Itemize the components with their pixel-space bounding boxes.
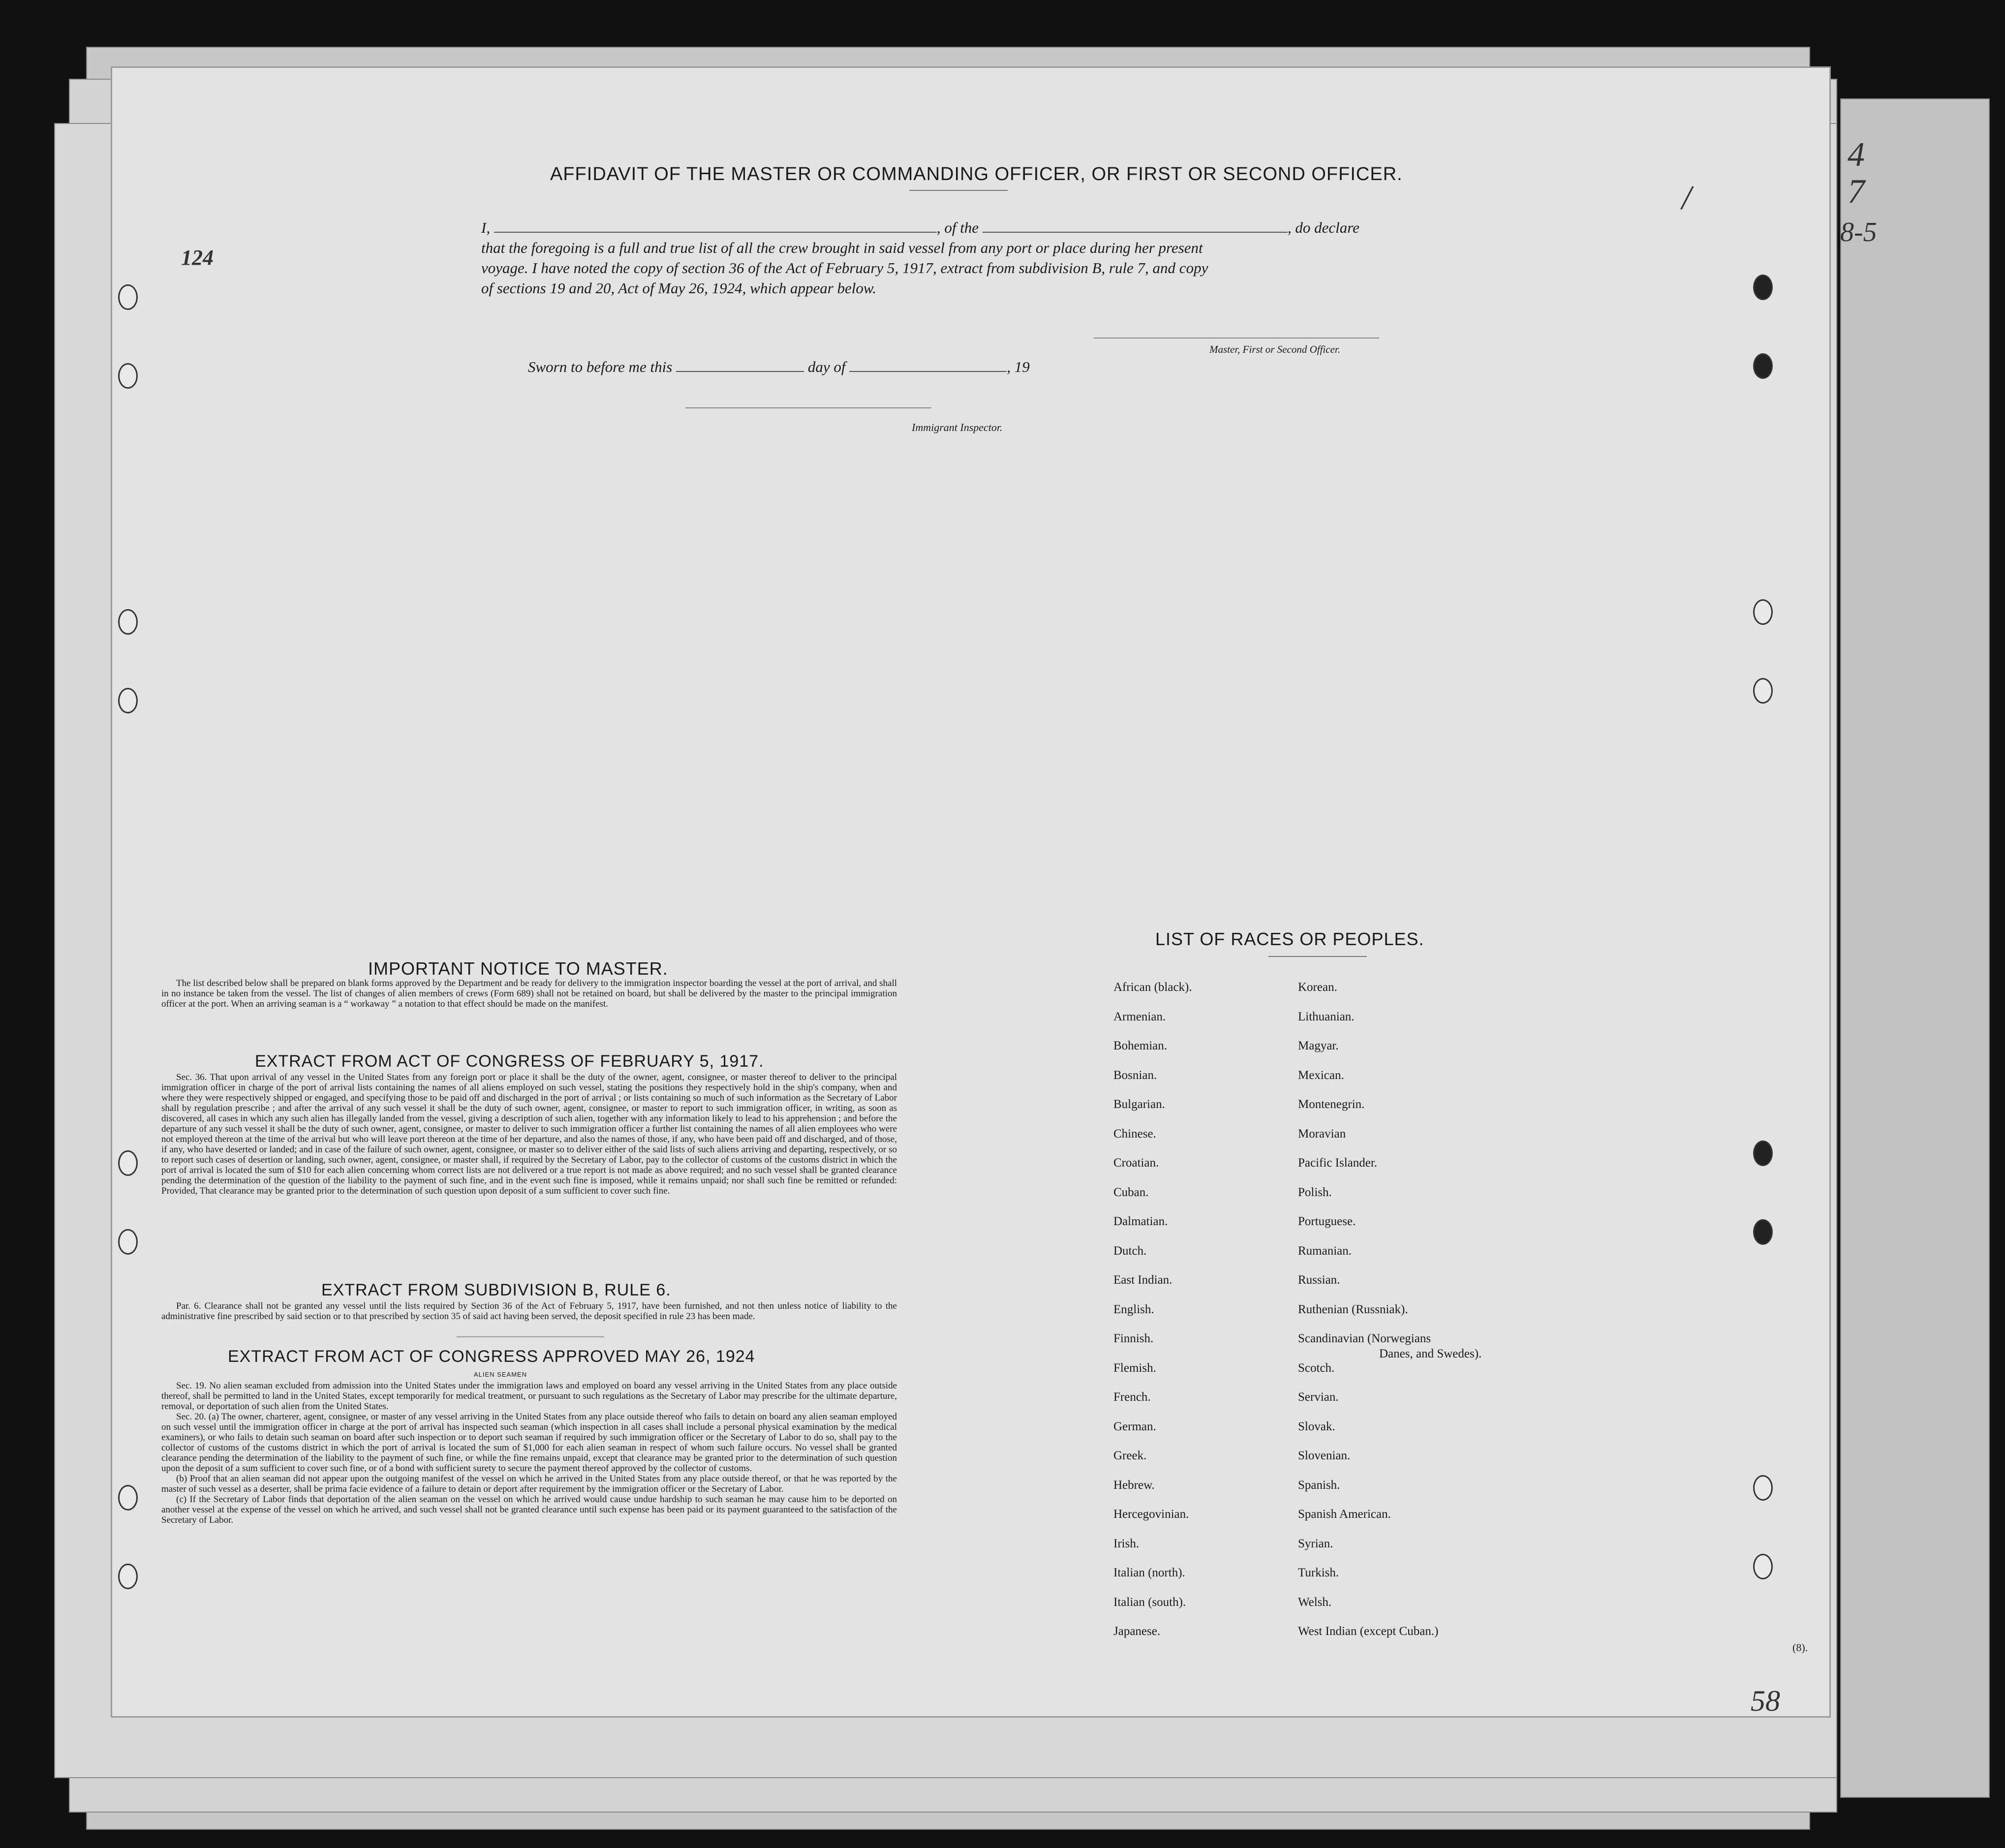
punch-hole [1753,1140,1773,1166]
race-item: Italian (south). [1113,1596,1186,1609]
race-item: Portuguese. [1298,1215,1356,1228]
race-item: Korean. [1298,981,1337,994]
races-divider [1268,956,1367,957]
signature-line[interactable] [1094,338,1379,339]
sec-20a-paragraph: Sec. 20. (a) The owner, charterer, agent, consignee, or master of any vessel arriving in the United States from any place outside thereof who fails to detain on board any alien seaman employed on such vessel until the immigration officer in charge at the port of arrival has inspected such seaman (which inspection in all cases shall include a personal physical examination by the medical examiners), or who fails to detain such seaman on board after such inspection or to deport such seaman if required by such immigration officer or the Secretary of Labor to do so, shall pay to the collector of customs of the customs district in which the port of arrival is located the sum of $1,000 for each alien seaman in respect of whom such failure occurs. No vessel shall be granted clearance pending the determination of the liability to the payment of such fine, or while the fine remains unpaid, except that clearance may be granted prior to the determination of such question upon the deposit of a sum sufficient to cover such fine, or of a bond with sufficient surety to secure the payment thereof approved by the collector of customs. [161,1412,897,1474]
handwritten-check-mark: / [1682,179,1692,217]
race-item: East Indian. [1113,1273,1172,1287]
notice-title: IMPORTANT NOTICE TO MASTER. [368,958,668,979]
race-item: Magyar. [1298,1039,1339,1052]
race-item: Italian (north). [1113,1566,1185,1579]
inspector-signature-line[interactable] [685,407,931,408]
race-item: Hebrew. [1113,1478,1155,1492]
extract-rule6-text [161,1301,897,1322]
punch-hole [1753,275,1773,300]
sworn-day-field[interactable] [676,370,804,372]
sworn-line [528,358,1030,376]
declaration-line-2: that the foregoing is a full and true list of all the crew brought in said vessel from any port or place during her present [481,239,1203,256]
handwritten-number: 8-5 [1840,217,1877,247]
punch-hole [1753,678,1773,704]
affidavit-sheet [111,66,1831,1718]
race-item: Ruthenian (Russniak). [1298,1303,1408,1316]
day-of-label: day of [807,358,846,375]
race-item: Slovenian. [1298,1449,1351,1462]
race-item: Finnish. [1113,1332,1154,1345]
notice-text [161,978,897,1009]
race-item: Rumanian. [1298,1244,1352,1258]
master-name-field[interactable] [494,231,937,233]
race-item: French. [1113,1390,1151,1404]
punch-hole [118,1564,138,1589]
extract-1924-text [161,1381,897,1525]
declaration-line-4: of sections 19 and 20, Act of May 26, 1924, which appear below. [481,279,877,297]
extract-rule6-paragraph: Par. 6. Clearance shall not be granted any vessel until the lists required by Section 36 of the Act of February 5, 1917, have been furnished, and not then unless notice of liability to the administrative fine prescribed by said section or to that prescribed by section 35 of said act having been served, the deposit specified in rule 23 has been made. [161,1301,897,1322]
declaration-line-3: voyage. I have noted the copy of section 36 of the Act of February 5, 1917, extract from subdivision B, rule 7, and copy [481,259,1208,277]
race-item: Pacific Islander. [1298,1156,1378,1170]
races-title: LIST OF RACES OR PEOPLES. [1155,929,1424,949]
race-item: Chinese. [1113,1127,1156,1140]
signature-caption: Master, First or Second Officer. [1209,343,1340,355]
race-item: German. [1113,1420,1156,1433]
race-item: African (black). [1113,981,1192,994]
punch-hole [1753,353,1773,379]
race-item: Lithuanian. [1298,1010,1355,1023]
race-item: Armenian. [1113,1010,1166,1023]
sworn-label: Sworn to before me this [528,358,673,375]
punch-hole [118,1485,138,1510]
year-label: , 19 [1007,358,1030,375]
race-item: Syrian. [1298,1537,1333,1550]
race-item: Spanish. [1298,1478,1340,1492]
affidavit-title: AFFIDAVIT OF THE MASTER OR COMMANDING OFFICER, OR FIRST OR SECOND OFFICER. [550,164,1403,185]
race-item: Welsh. [1298,1596,1332,1609]
punch-hole [118,609,138,635]
punch-hole [1753,599,1773,625]
declaration-line-1 [481,219,1359,237]
race-item: Croatian. [1113,1156,1159,1170]
of-the-label: , of the [936,219,979,236]
sec-20c-paragraph: (c) If the Secretary of Labor finds that deportation of the alien seaman on the vessel on which he arrived would cause undue hardship to such seaman he may cause him to be deported on another vessel at the expense of the vessel on which he arrived, and such vessel shall not be granted clearance until such expense has been paid or its payment guaranteed to the satisfaction of the Secretary of Labor. [161,1494,897,1525]
sworn-month-field[interactable] [849,370,1007,372]
underlying-sheet-edge [1840,98,1990,1798]
race-item: Flemish. [1113,1361,1156,1375]
race-item: West Indian (except Cuban.) [1298,1625,1439,1638]
punch-hole [118,363,138,389]
inspector-caption: Immigrant Inspector. [912,421,1003,433]
race-item: Slovak. [1298,1420,1335,1433]
handwritten-number: 58 [1751,1685,1780,1717]
sec-19-paragraph: Sec. 19. No alien seaman excluded from admission into the United States under the immigration laws and employed on board any vessel arriving in the United States from any place outside thereof, shall be permitted to land in the United States, except temporarily for medical treatment, or pursuant to such regulations as the Secretary of Labor may prescribe for the ultimate departure, removal, or deportation of such alien from the United States. [161,1381,897,1412]
race-item: Hercegovinian. [1113,1508,1189,1521]
race-item: Cuban. [1113,1186,1149,1199]
punch-hole [1753,1219,1773,1245]
form-number: (8). [1792,1641,1808,1654]
notice-paragraph: The list described below shall be prepared on blank forms approved by the Department and be ready for delivery to the immigration inspector boarding the vessel at the port of arrival, and shall in no instance be taken from the vessel. The list of changes of alien members of crews (Form 689) shall not be retained on board, but shall be delivered by the master to the principal immigration officer at the port. When an arriving seaman is a “ workaway ” a notation to that effect should be made on the manifest. [161,978,897,1009]
race-item: Turkish. [1298,1566,1339,1579]
punch-hole [118,1150,138,1176]
race-item: Dalmatian. [1113,1215,1168,1228]
race-item: Bohemian. [1113,1039,1168,1052]
race-item-continuation: Danes, and Swedes). [1379,1347,1482,1360]
race-item: Mexican. [1298,1069,1344,1082]
race-item: Scotch. [1298,1361,1335,1375]
i-label: I, [481,219,491,236]
vessel-name-field[interactable] [983,231,1288,233]
section-divider [457,1336,604,1337]
punch-hole [118,1229,138,1255]
race-item: Bulgarian. [1113,1098,1165,1111]
race-item: Moravian [1298,1127,1346,1140]
race-item: Russian. [1298,1273,1340,1287]
race-item: Irish. [1113,1537,1140,1550]
title-divider [909,190,1008,191]
race-item: Bosnian. [1113,1069,1157,1082]
do-declare-label: , do declare [1287,219,1359,236]
handwritten-number: 124 [181,246,214,270]
race-item: English. [1113,1303,1154,1316]
race-item: Spanish American. [1298,1508,1391,1521]
race-item: Dutch. [1113,1244,1147,1258]
race-item: Greek. [1113,1449,1147,1462]
extract-rule6-title: EXTRACT FROM SUBDIVISION B, RULE 6. [321,1281,671,1299]
sec-20b-paragraph: (b) Proof that an alien seaman did not appear upon the outgoing manifest of the vessel on which he arrived in the United States from any place outside thereof, or that he was reported by the master of such vessel as a deserter, shall be prima facie evidence of a failure to detain or deport after requirement by the immigration officer or the Secretary of Labor. [161,1474,897,1494]
race-item: Japanese. [1113,1625,1161,1638]
extract-1924-title: EXTRACT FROM ACT OF CONGRESS APPROVED MAY 26, 1924 [228,1347,755,1366]
handwritten-number: 4 [1848,136,1865,174]
punch-hole [118,688,138,713]
extract-1917-title: EXTRACT FROM ACT OF CONGRESS OF FEBRUARY 5, 1917. [255,1052,764,1071]
punch-hole [1753,1554,1773,1579]
extract-1917-paragraph: Sec. 36. That upon arrival of any vessel in the United States from any foreign port or place it shall be the duty of the owner, agent, consignee, or master thereof to deliver to the principal immigration officer in charge of the port of arrival lists containing the names of all aliens employed on such vessel, stating the positions they respectively hold in the ship's company, when and where they were respectively shipped or engaged, and specifying those to be paid off and discharged in the port of arrival ; or lists containing so much of such information as the Secretary of Labor shall by regulation prescribe ; and after the arrival of any such vessel it shall be the duty of such owner, agent, consignee, or master to report to such immigration officer, in writing, as soon as discovered, all cases in which any such alien has illegally landed from the vessel, giving a description of such alien, together with any information likely to lead to his apprehension ; and before the departure of any such vessel it shall be the duty of such owner, agent, consignee, or master to deliver to such immigration officer a further list containing the names of all alien employees who were not employed thereon at the time of the arrival but who will leave port thereon at the time of her departure, and also the names of those, if any, who have been paid off and discharged, and of those, if any, who have deserted or landed; and in case of the failure of such owner, agent, consignee, or master so to deliver either of the said lists of such aliens arriving and departing, respectively, or so to report such cases of desertion or landing, such owner, agent, consignee, or master shall, if required by the Secretary of Labor, pay to the collector of customs of the customs district in which the port of arrival is located the sum of $10 for each alien concerning whom correct lists are not delivered or a true report is not made as above required; and no such vessel shall be granted clearance pending the determination of the question of the liability to the payment of such fine, and in the event such fine is imposed, while it remains unpaid; nor shall such fine be remitted or refunded: Provided, That clearance may be granted prior to the determination of such question upon deposit of a sum sufficient to cover such fine. [161,1072,897,1196]
punch-hole [1753,1475,1773,1501]
extract-1917-text [161,1072,897,1196]
punch-hole [118,284,138,310]
race-item: Polish. [1298,1186,1332,1199]
race-item: Montenegrin. [1298,1098,1365,1111]
extract-1924-subtitle: ALIEN SEAMEN [474,1371,527,1378]
race-item: Scandinavian (Norwegians [1298,1332,1431,1345]
handwritten-number: 7 [1848,173,1865,211]
race-item: Servian. [1298,1390,1339,1404]
